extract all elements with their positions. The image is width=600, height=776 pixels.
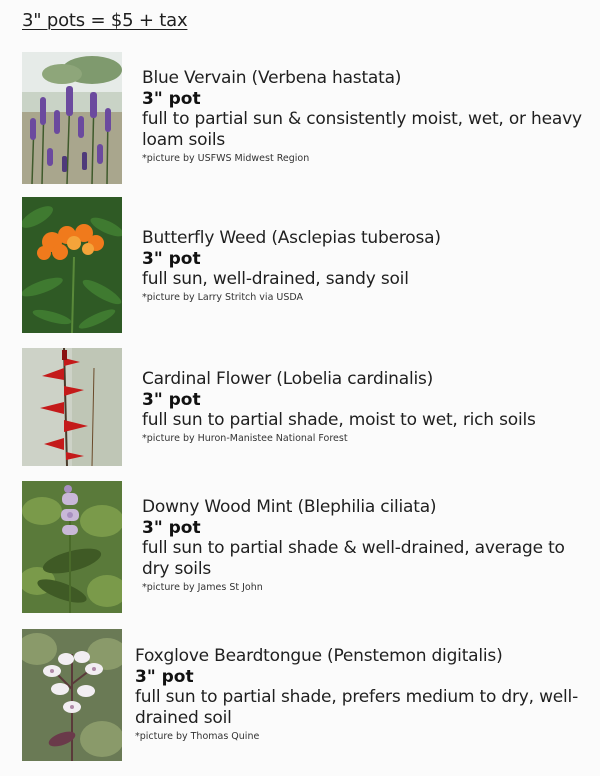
plant-name: Cardinal Flower (Lobelia cardinalis) [142,369,434,389]
downy-wood-mint-photo [22,481,122,613]
pot-size: 3" pot [142,89,201,109]
photo-credit: *picture by Thomas Quine [135,731,260,742]
plant-description: full to partial sun & consistently moist, wet, or heavy loam soils [142,109,582,150]
photo-credit: *picture by James St John [142,582,263,593]
cardinal-flower-photo [22,348,122,466]
blue-vervain-photo [22,52,122,184]
pot-size: 3" pot [142,518,201,538]
photo-credit: *picture by USFWS Midwest Region [142,153,310,164]
plant-name: Downy Wood Mint (Blephilia ciliata) [142,497,437,517]
butterfly-weed-photo [22,197,122,333]
page-header: 3" pots = $5 + tax [22,10,188,31]
plant-description: full sun to partial shade & well-drained, average to dry soils [142,538,565,579]
plant-name: Foxglove Beardtongue (Penstemon digitalis) [135,646,503,666]
photo-credit: *picture by Huron-Manistee National Forest [142,433,348,444]
pot-size: 3" pot [142,249,201,269]
photo-credit: *picture by Larry Stritch via USDA [142,292,304,303]
pot-size: 3" pot [142,390,201,410]
plant-name: Blue Vervain (Verbena hastata) [142,68,402,88]
plant-description: full sun to partial shade, moist to wet, rich soils [142,410,536,430]
foxglove-beardtongue-photo [22,629,122,761]
plant-description: full sun to partial shade, prefers medium to dry, well-drained soil [135,687,579,728]
pot-size: 3" pot [135,667,194,687]
plant-name: Butterfly Weed (Asclepias tuberosa) [142,228,441,248]
plant-description: full sun, well-drained, sandy soil [142,269,409,289]
